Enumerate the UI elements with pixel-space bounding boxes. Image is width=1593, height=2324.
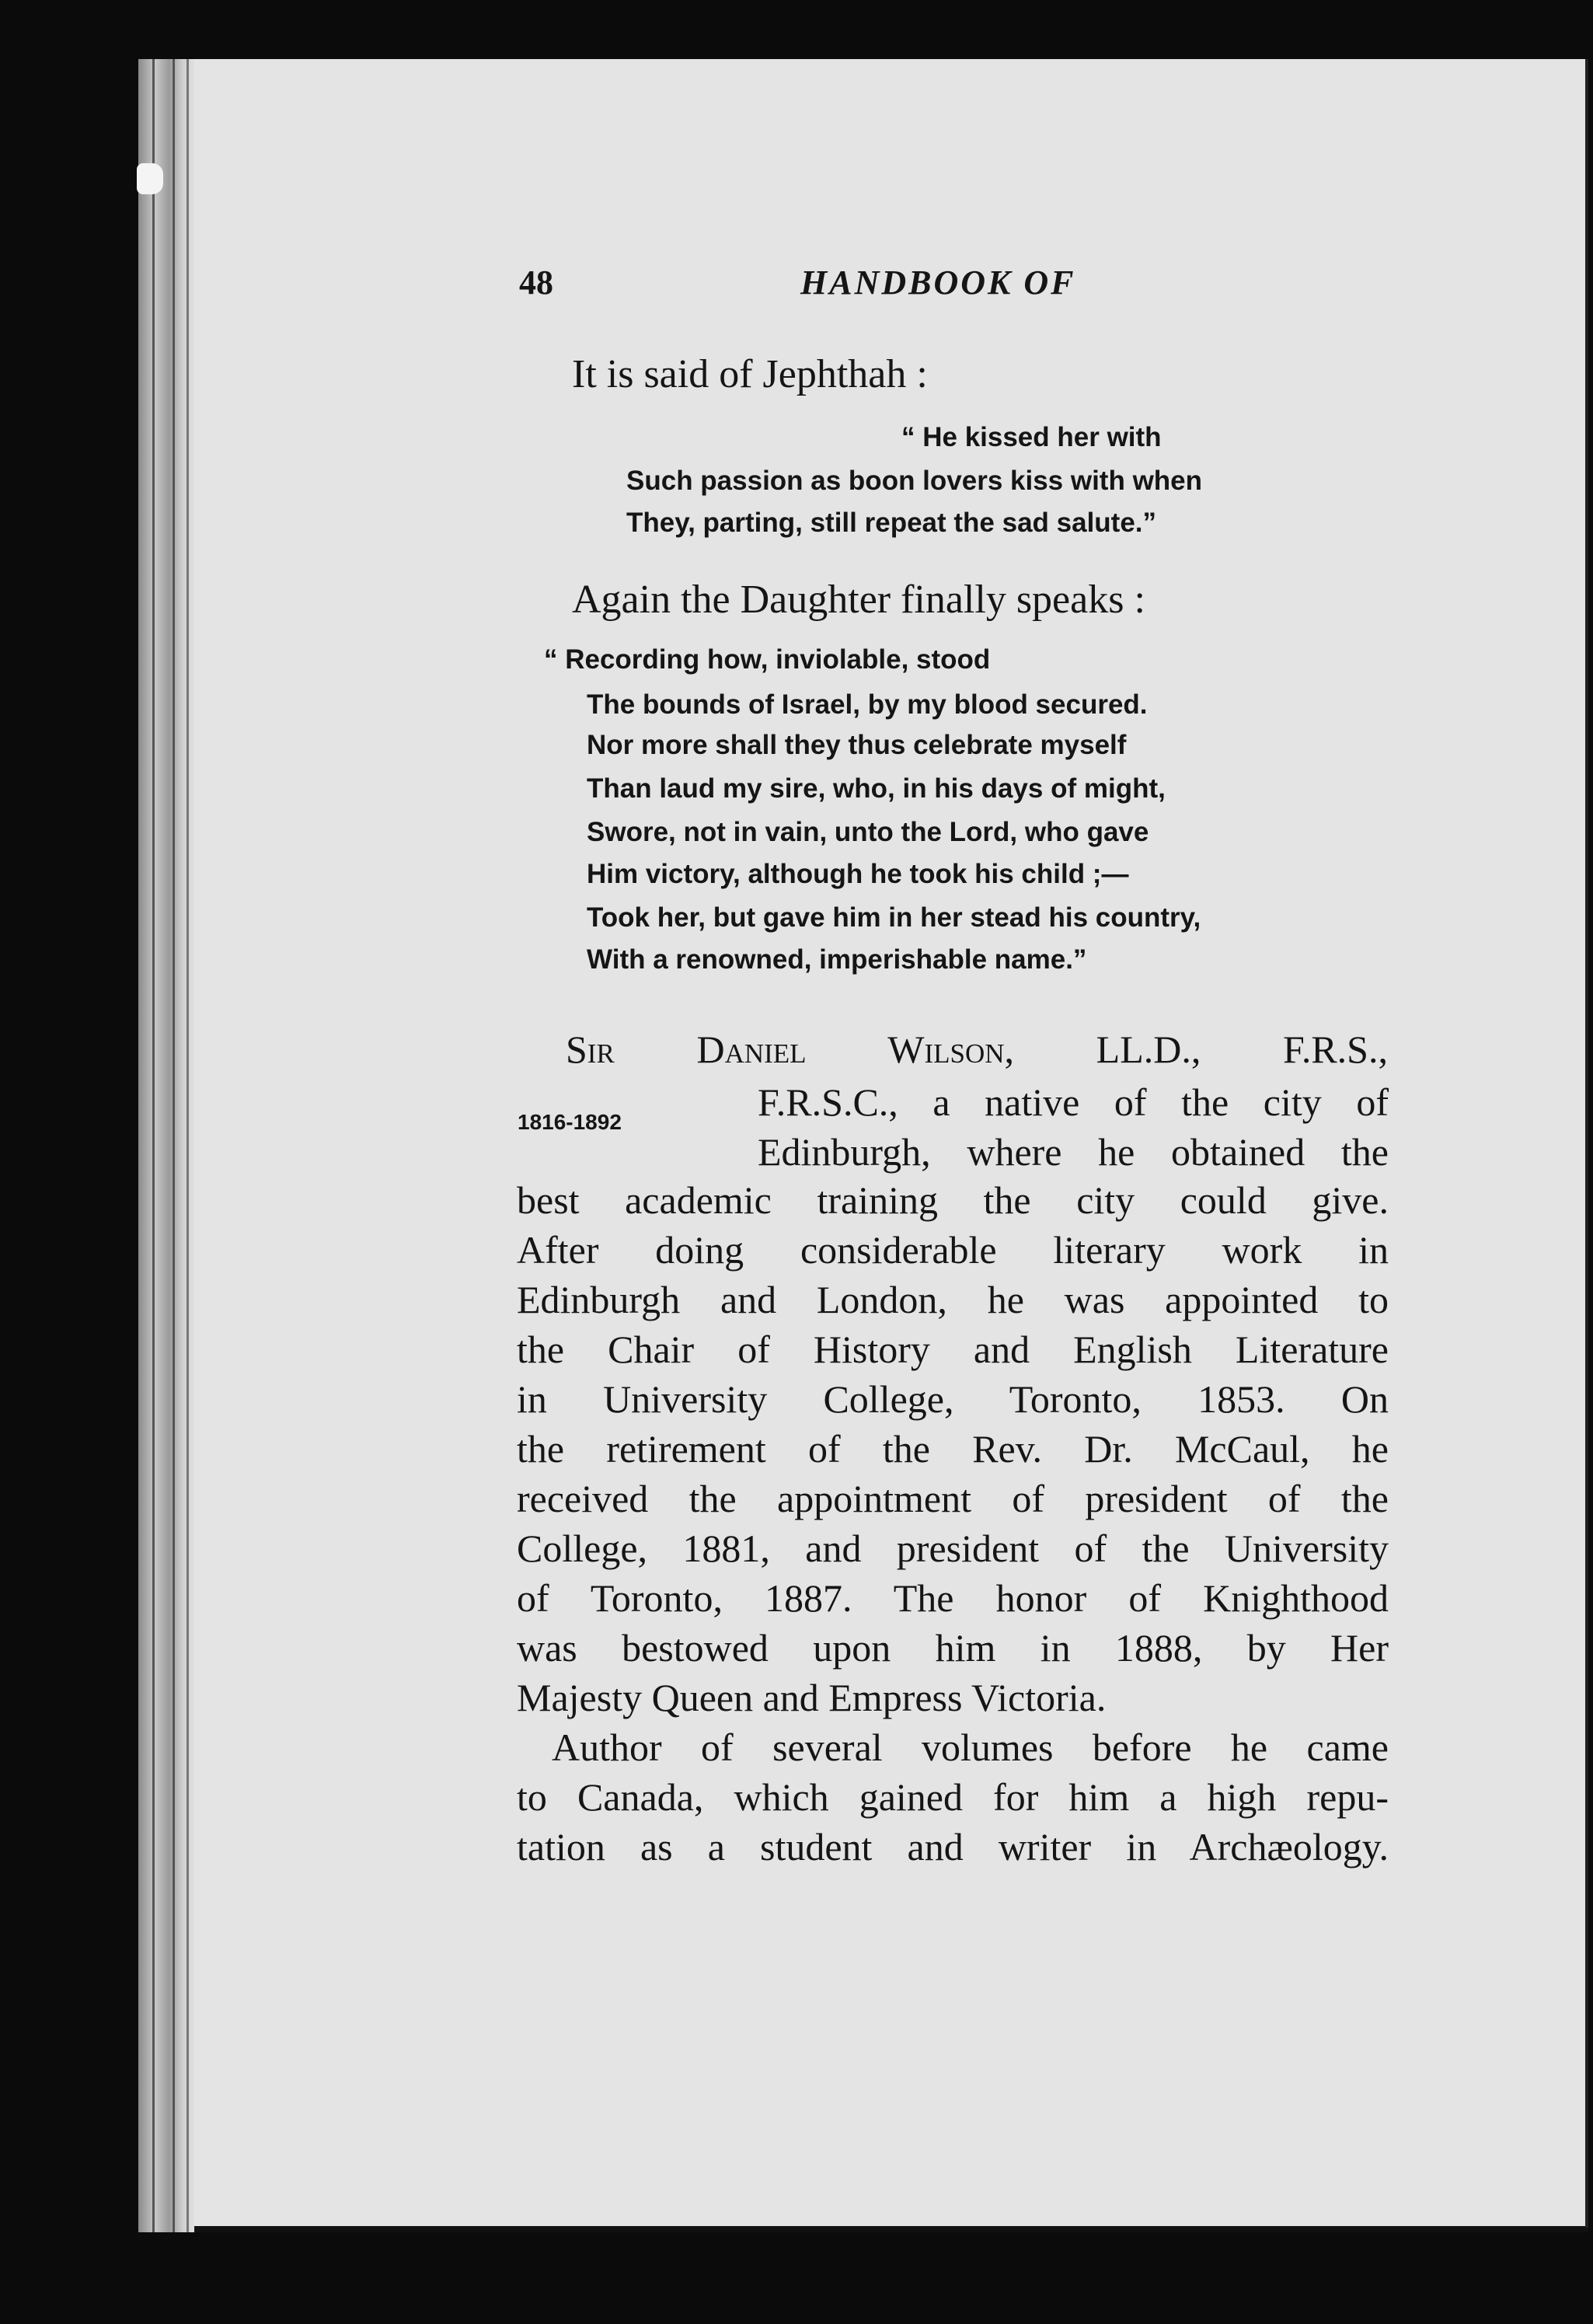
biography-line: the retirement of the Rev. Dr. McCaul, he [517,1427,1389,1471]
verse-line: Than laud my sire, who, in his days of might, [587,773,1166,804]
spine-line [186,59,189,2232]
page-number: 48 [519,263,553,302]
biography-line: to Canada, which gained for him a high repu- [517,1775,1389,1819]
biography-line: of Toronto, 1887. The honor of Knighthood [517,1576,1389,1620]
spine-line [152,59,155,2232]
running-title: HANDBOOK OF [800,263,1076,302]
biography-line: Majesty Queen and Empress Victoria. [517,1676,1107,1719]
verse-line: With a renowned, imperishable name.” [587,944,1087,975]
biography-line: was bestowed upon him in 1888, by Her [517,1626,1389,1670]
biography-line: College, 1881, and president of the University [517,1527,1389,1570]
verse-line: Nor more shall they thus celebrate myself [587,730,1127,760]
biography-line: tation as a student and writer in Archæology. [517,1825,1389,1869]
spine-notch [137,163,163,194]
intro-daughter: Again the Daughter finally speaks : [572,578,1145,622]
biography-line: the Chair of History and English Literature [517,1328,1389,1371]
biography-line: received the appointment of president of the [517,1477,1389,1520]
spine-line [173,59,175,2232]
verse-line: “ Recording how, inviolable, stood [544,644,991,675]
verse-line: Him victory, although he took his child ;— [587,859,1129,889]
intro-jephthah: It is said of Jephthah : [572,352,928,396]
biography-line: Edinburgh, where he obtained the [758,1130,1389,1174]
biography-line: best academic training the city could give. [517,1178,1389,1222]
verse-line: The bounds of Israel, by my blood secured. [587,689,1148,720]
verse-line: Swore, not in vain, unto the Lord, who gave [587,817,1149,847]
verse-line: Took her, but gave him in her stead his country, [587,902,1201,933]
biography-dates: 1816-1892 [518,1110,622,1134]
verse-line: “ He kissed her with [901,422,1162,452]
verse-line: They, parting, still repeat the sad salute.” [626,508,1157,538]
page-right-edge [1585,59,1588,2228]
biography-line: After doing considerable literary work in [517,1228,1389,1272]
biography-line: in University College, Toronto, 1853. On [517,1377,1389,1421]
biography-line: Edinburgh and London, he was appointed to [517,1278,1389,1321]
verse-line: Such passion as boon lovers kiss with when [626,466,1203,496]
biography-line: F.R.S.C., a native of the city of [758,1080,1389,1124]
biography-heading: Sir Daniel Wilson, LL.D., F.R.S., [566,1028,1388,1071]
biography-line: Author of several volumes before he came [552,1726,1389,1769]
